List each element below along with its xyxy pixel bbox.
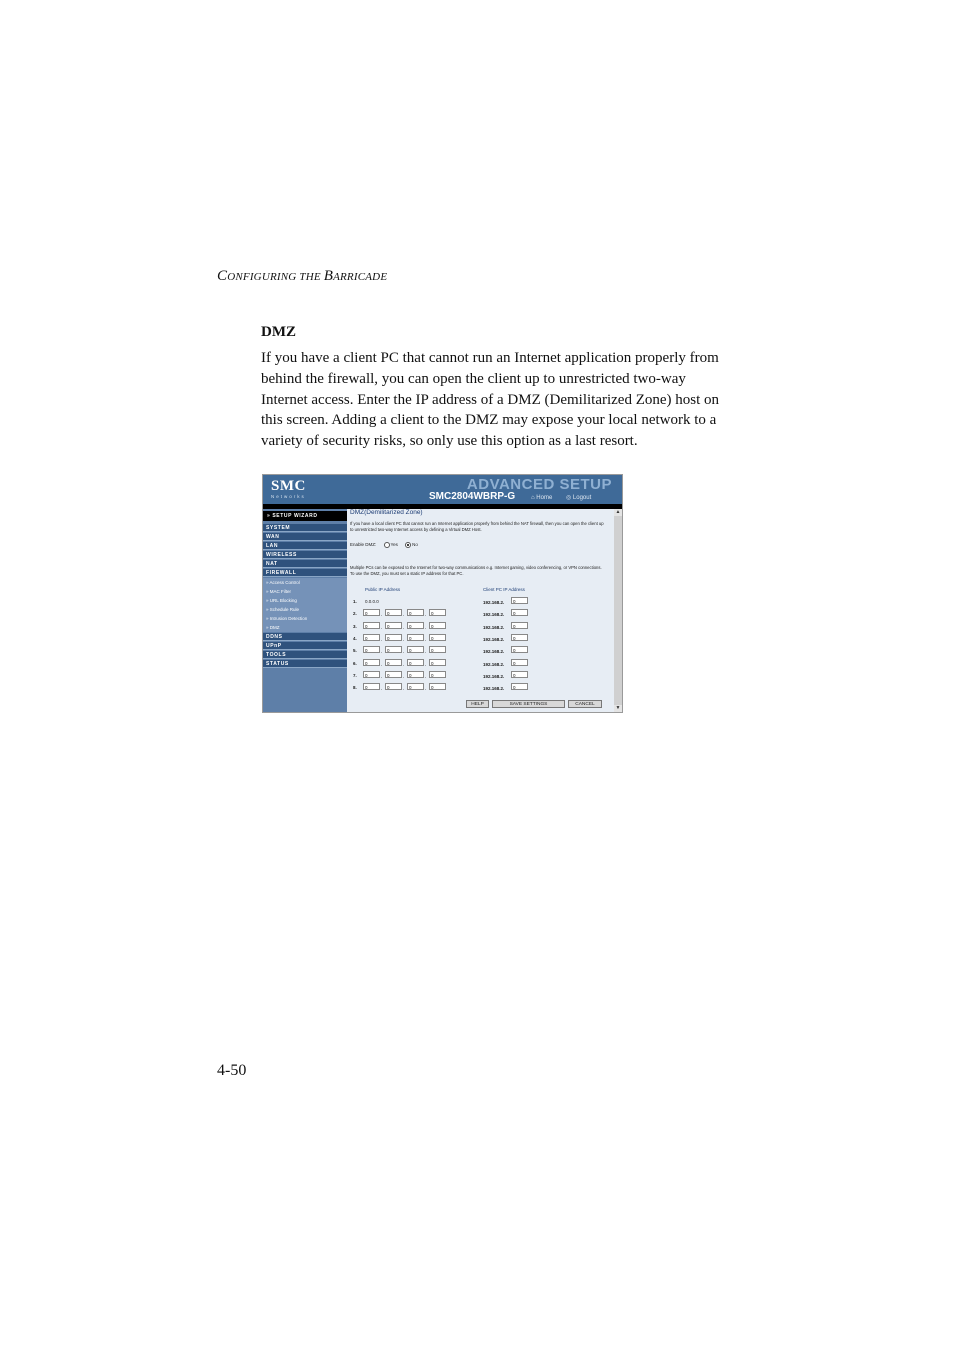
client-ip-prefix: 192.168.2. xyxy=(483,686,505,692)
nav-upnp[interactable]: UPnP xyxy=(263,642,347,650)
client-ip-header: Client PC IP Address xyxy=(483,587,525,592)
octet-separator: . xyxy=(403,636,405,643)
scroll-up-icon[interactable]: ▲ xyxy=(615,509,621,515)
octet-separator: . xyxy=(381,673,383,680)
model-name: SMC2804WBRP-G xyxy=(429,491,516,502)
nav-tools[interactable]: TOOLS xyxy=(263,651,347,659)
top-links xyxy=(531,494,603,501)
public-ip-octet-input[interactable]: 0 xyxy=(429,622,446,629)
save-settings-button[interactable]: SAVE SETTINGS xyxy=(492,700,565,708)
sub-schedule-rule[interactable]: » Schedule Rule xyxy=(263,605,347,614)
client-ip-input[interactable]: 0 xyxy=(511,634,528,641)
octet-separator: . xyxy=(403,661,405,668)
public-ip-octet-input[interactable]: 0 xyxy=(363,671,380,678)
octet-separator: . xyxy=(425,636,427,643)
advanced-setup-banner: ADVANCED SETUP xyxy=(466,476,612,493)
running-head-rest-2: ARRICADE xyxy=(333,271,388,283)
page-title: DMZ(Demilitarized Zone) xyxy=(350,509,423,516)
client-ip-prefix: 192.168.2. xyxy=(483,600,505,605)
scrollbar[interactable] xyxy=(614,509,622,712)
public-ip-octet-input[interactable]: 0 xyxy=(363,659,380,666)
row-number: 6. xyxy=(353,660,357,666)
public-ip-octet-input[interactable]: 0 xyxy=(429,646,446,653)
octet-separator: . xyxy=(403,673,405,680)
public-ip-octet-input[interactable]: 0 xyxy=(407,671,424,678)
public-ip-text: 0.0.0.0 xyxy=(365,599,379,604)
row-number: 7. xyxy=(353,672,357,678)
public-ip-octet-input[interactable]: 0 xyxy=(363,646,380,653)
dmz-row xyxy=(347,671,614,681)
client-ip-input[interactable]: 0 xyxy=(511,622,528,629)
public-ip-octet-input[interactable]: 0 xyxy=(407,646,424,653)
yes-radio-label: Yes xyxy=(390,542,398,548)
scroll-down-icon[interactable]: ▼ xyxy=(615,705,621,711)
client-ip-input[interactable]: 0 xyxy=(511,646,528,653)
client-ip-prefix: 192.168.2. xyxy=(483,673,505,679)
running-head-cap-1: C xyxy=(217,268,228,284)
client-ip-input[interactable]: 0 xyxy=(511,609,528,616)
enable-dmz-row xyxy=(350,542,418,548)
nav-ddns[interactable]: DDNS xyxy=(263,633,347,641)
running-head xyxy=(217,268,387,285)
octet-separator: . xyxy=(425,686,427,693)
dmz-row xyxy=(347,622,614,632)
logout-link[interactable]: ◎ Logout xyxy=(565,495,592,501)
client-ip-prefix: 192.168.2. xyxy=(483,649,505,655)
dmz-row xyxy=(347,659,614,669)
octet-separator: . xyxy=(425,612,427,619)
nav-wireless[interactable]: WIRELESS xyxy=(263,551,347,559)
yes-radio[interactable] xyxy=(384,542,390,548)
public-ip-octet-input[interactable]: 0 xyxy=(385,634,402,641)
home-link-label: Home xyxy=(536,495,553,501)
public-ip-octet-input[interactable]: 0 xyxy=(407,659,424,666)
public-ip-octet-input[interactable]: 0 xyxy=(429,634,446,641)
running-head-cap-2: B xyxy=(323,268,334,284)
public-ip-octet-input[interactable]: 0 xyxy=(407,609,424,616)
public-ip-octet-input[interactable]: 0 xyxy=(385,609,402,616)
dmz-row xyxy=(347,634,614,644)
row-number: 4. xyxy=(353,635,357,641)
nav-status[interactable]: STATUS xyxy=(263,660,347,668)
public-ip-octet-input[interactable]: 0 xyxy=(429,671,446,678)
octet-separator: . xyxy=(381,686,383,693)
public-ip-octet-input[interactable]: 0 xyxy=(429,609,446,616)
octet-separator: . xyxy=(425,661,427,668)
octet-separator: . xyxy=(425,673,427,680)
public-ip-octet-input[interactable]: 0 xyxy=(407,622,424,629)
body-paragraph: If you have a client PC that cannot run an Internet application properly from behind the firewall, you can open the client up to unrestricted two-way Internet access. Enter the IP address of a DMZ (Demilitarized Zone) host on this screen. Adding a client to the DMZ may expose your local network to a variety of security risks, so only use this option as a last resort. xyxy=(261,350,720,450)
public-ip-octet-input[interactable]: 0 xyxy=(363,683,380,690)
help-button[interactable]: HELP xyxy=(466,700,489,708)
nav-wan[interactable]: WAN xyxy=(263,533,347,541)
row-number: 5. xyxy=(353,648,357,654)
dmz-row xyxy=(347,646,614,656)
client-ip-prefix: 192.168.2. xyxy=(483,661,505,667)
octet-separator: . xyxy=(381,636,383,643)
no-radio[interactable] xyxy=(405,542,411,548)
public-ip-octet-input[interactable]: 0 xyxy=(429,683,446,690)
main-panel xyxy=(347,509,614,712)
sub-intrusion-detection[interactable]: » Intrusion Detection xyxy=(263,614,347,623)
public-ip-header: Public IP Address xyxy=(365,587,401,592)
octet-separator: . xyxy=(425,649,427,656)
octet-separator: . xyxy=(403,649,405,656)
nav-nat[interactable]: NAT xyxy=(263,560,347,568)
no-radio-label: No xyxy=(412,542,418,548)
header-bar xyxy=(263,475,622,504)
public-ip-octet-input[interactable]: 0 xyxy=(363,634,380,641)
sub-dmz[interactable]: » DMZ xyxy=(263,623,347,632)
sub-url-blocking[interactable]: » URL Blocking xyxy=(263,596,347,605)
client-ip-prefix: 192.168.2. xyxy=(483,636,505,642)
sub-access-control[interactable]: » Access Control xyxy=(263,578,347,587)
public-ip-octet-input[interactable]: 0 xyxy=(407,634,424,641)
octet-separator: . xyxy=(403,624,405,631)
public-ip-octet-input[interactable]: 0 xyxy=(407,683,424,690)
public-ip-octet-input[interactable]: 0 xyxy=(429,659,446,666)
client-ip-input[interactable]: 0 xyxy=(511,671,528,678)
octet-separator: . xyxy=(381,661,383,668)
public-ip-octet-input[interactable]: 0 xyxy=(385,659,402,666)
octet-separator: . xyxy=(381,649,383,656)
section-title: DMZ xyxy=(261,324,296,340)
dmz-row xyxy=(347,683,614,693)
running-head-rest-1: ONFIGURING THE xyxy=(227,271,324,283)
page-number: 4-50 xyxy=(217,1062,247,1079)
row-number: 3. xyxy=(353,623,357,629)
home-link[interactable]: ⌂ Home xyxy=(531,495,553,501)
public-ip-octet-input[interactable]: 0 xyxy=(385,646,402,653)
row-number: 1. xyxy=(353,599,357,604)
client-ip-input[interactable]: 0 xyxy=(511,683,528,690)
cancel-button[interactable]: CANCEL xyxy=(568,700,602,708)
dmz-row xyxy=(347,609,614,619)
row-number: 8. xyxy=(353,685,357,691)
dmz-screenshot xyxy=(262,474,623,713)
enable-dmz-label: Enable DMZ: xyxy=(350,542,377,548)
public-ip-octet-input[interactable]: 0 xyxy=(385,671,402,678)
client-ip-prefix: 192.168.2. xyxy=(483,612,505,618)
smc-logo: SMC xyxy=(271,478,306,494)
octet-separator: . xyxy=(381,624,383,631)
public-ip-octet-input[interactable]: 0 xyxy=(363,622,380,629)
row-number: 2. xyxy=(353,611,357,617)
nav-firewall[interactable]: FIREWALL xyxy=(263,569,347,577)
octet-separator: . xyxy=(403,686,405,693)
multiple-pcs-text: Multiple PCs can be exposed to the Internet for two-way communications e.g. Internet gaming, video conferencing, or VPN connections. To use the DMZ, you must set a static IP address for that PC. xyxy=(350,565,602,576)
client-ip-input[interactable]: 0 xyxy=(511,597,528,604)
nav-system[interactable]: SYSTEM xyxy=(263,524,347,532)
sidebar xyxy=(263,509,347,712)
dmz-row xyxy=(347,597,614,607)
logo-subtitle: Networks xyxy=(271,494,306,499)
public-ip-octet-input[interactable]: 0 xyxy=(363,609,380,616)
setup-wizard-link[interactable]: » SETUP WIZARD xyxy=(263,511,347,521)
nav-lan[interactable]: LAN xyxy=(263,542,347,550)
octet-separator: . xyxy=(403,612,405,619)
public-ip-octet-input[interactable]: 0 xyxy=(385,683,402,690)
octet-separator: . xyxy=(425,624,427,631)
sub-mac-filter[interactable]: » MAC Filter xyxy=(263,587,347,596)
page-description: If you have a local client PC that cannot run an Internet application properly from behind the NAT firewall, then you can open the client up to unrestricted two-way Internet access by defining a Virtual DMZ Host. xyxy=(350,521,604,532)
client-ip-input[interactable]: 0 xyxy=(511,659,528,666)
logout-link-label: Logout xyxy=(572,495,592,501)
client-ip-prefix: 192.168.2. xyxy=(483,624,505,630)
public-ip-octet-input[interactable]: 0 xyxy=(385,622,402,629)
octet-separator: . xyxy=(381,612,383,619)
